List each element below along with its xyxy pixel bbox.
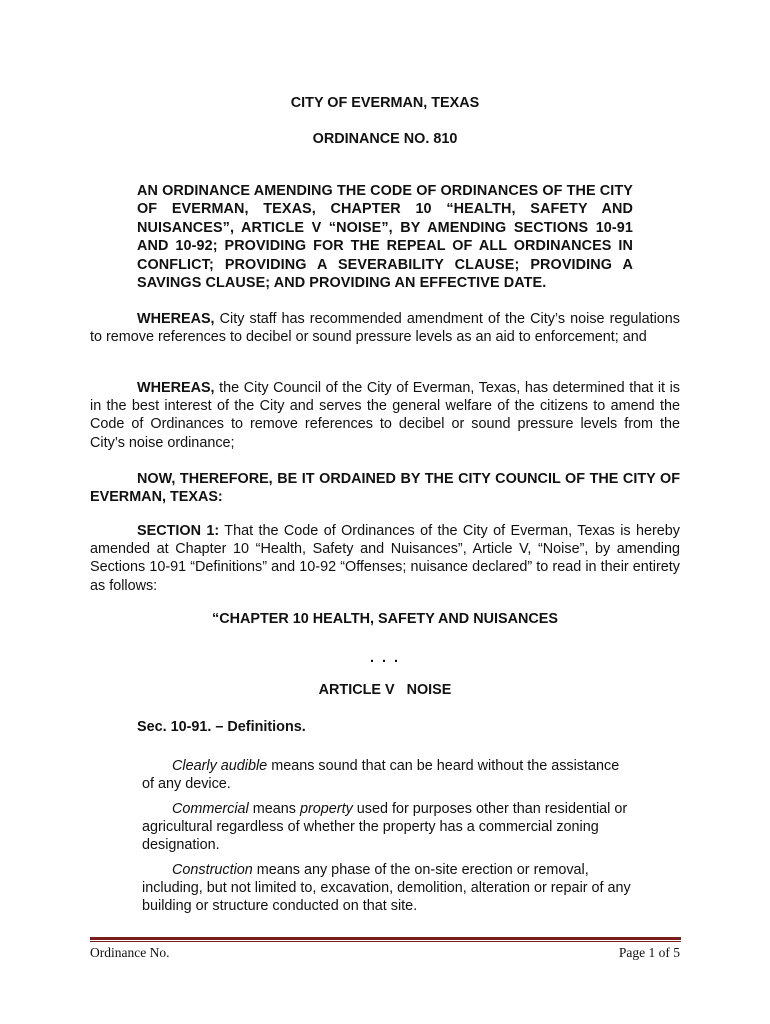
whereas-lead: WHEREAS, <box>137 380 215 396</box>
definition-clearly-audible <box>142 757 634 793</box>
section-1-lead: SECTION 1: <box>137 523 220 539</box>
whereas-paragraph-2 <box>90 379 680 452</box>
whereas-lead: WHEREAS, <box>137 311 215 327</box>
definition-text: means sound that can be heard without the assistance of any device. <box>142 758 620 793</box>
whereas-text: City staff has recommended amendment of the City’s noise regulations to remove references to decibel or sound pressure levels as an aid to enforcement; and <box>90 311 680 346</box>
definition-text: used for purposes other than residential or agricultural regardless of whether the property has a commercial zoning designation. <box>142 801 628 854</box>
definition-term-property: property <box>299 801 353 817</box>
footer-ordinance-label: Ordinance No. <box>90 945 170 960</box>
definition-commercial <box>142 800 634 855</box>
ordinance-caption: AN ORDINANCE AMENDING THE CODE OF ORDINANCES OF THE CITY OF EVERMAN, TEXAS, CHAPTER 10 “HEALTH, SAFETY AND NUISANCES”, ARTICLE V “NOISE”, BY AMENDING SECTIONS 10-91 AND 10-92; PROVIDING FOR THE REPEAL OF ALL ORDINANCES IN CONFLICT; PROVIDING A SEVERABILITY CLAUSE; PROVIDING A SAVINGS CLAUSE; AND PROVIDING AN EFFECTIVE DATE. <box>137 183 633 292</box>
ellipsis-separator: . . . <box>370 650 400 666</box>
chapter-heading: “CHAPTER 10 HEALTH, SAFETY AND NUISANCES <box>212 611 558 627</box>
footer-page-number: Page 1 of 5 <box>618 945 680 960</box>
document-city-title: CITY OF EVERMAN, TEXAS <box>290 95 480 111</box>
ordained-clause: NOW, THEREFORE, BE IT ORDAINED BY THE CITY COUNCIL OF THE CITY OF EVERMAN, TEXAS: <box>90 471 680 506</box>
definition-text: means any phase of the on-site erection or removal, including, but not limited to, excavation, demolition, alteration or repair of any building or structure conducted on that site. <box>142 862 631 915</box>
definition-text: means <box>248 801 300 817</box>
definition-term: Commercial <box>172 801 249 817</box>
definition-construction <box>142 861 634 916</box>
whereas-paragraph-1 <box>90 310 680 346</box>
definition-term: Clearly audible <box>172 758 268 774</box>
whereas-text: the City Council of the City of Everman, Texas, has determined that it is in the best interest of the City and serves the general welfare of the citizens to amend the Code of Ordinances to remove references to decibel or sound pressure levels from the City’s noise ordinance; <box>90 380 680 451</box>
definition-term: Construction <box>172 862 253 878</box>
footer-rule-thin <box>90 941 681 942</box>
section-heading: Sec. 10-91. – Definitions. <box>137 719 306 735</box>
article-heading: ARTICLE V NOISE <box>318 682 452 698</box>
section-1-paragraph <box>90 522 680 595</box>
footer-rule-thick <box>90 937 681 940</box>
section-1-text: That the Code of Ordinances of the City of Everman, Texas is hereby amended at Chapter 10 “Health, Safety and Nuisances”, Article V, “Noise”, by amending Sections 10-91 “Definitions” and 10-92 “Offenses; nuisance declared” to read in their entirety as follows: <box>90 523 681 594</box>
ordinance-number: ORDINANCE NO. 810 <box>312 131 458 147</box>
